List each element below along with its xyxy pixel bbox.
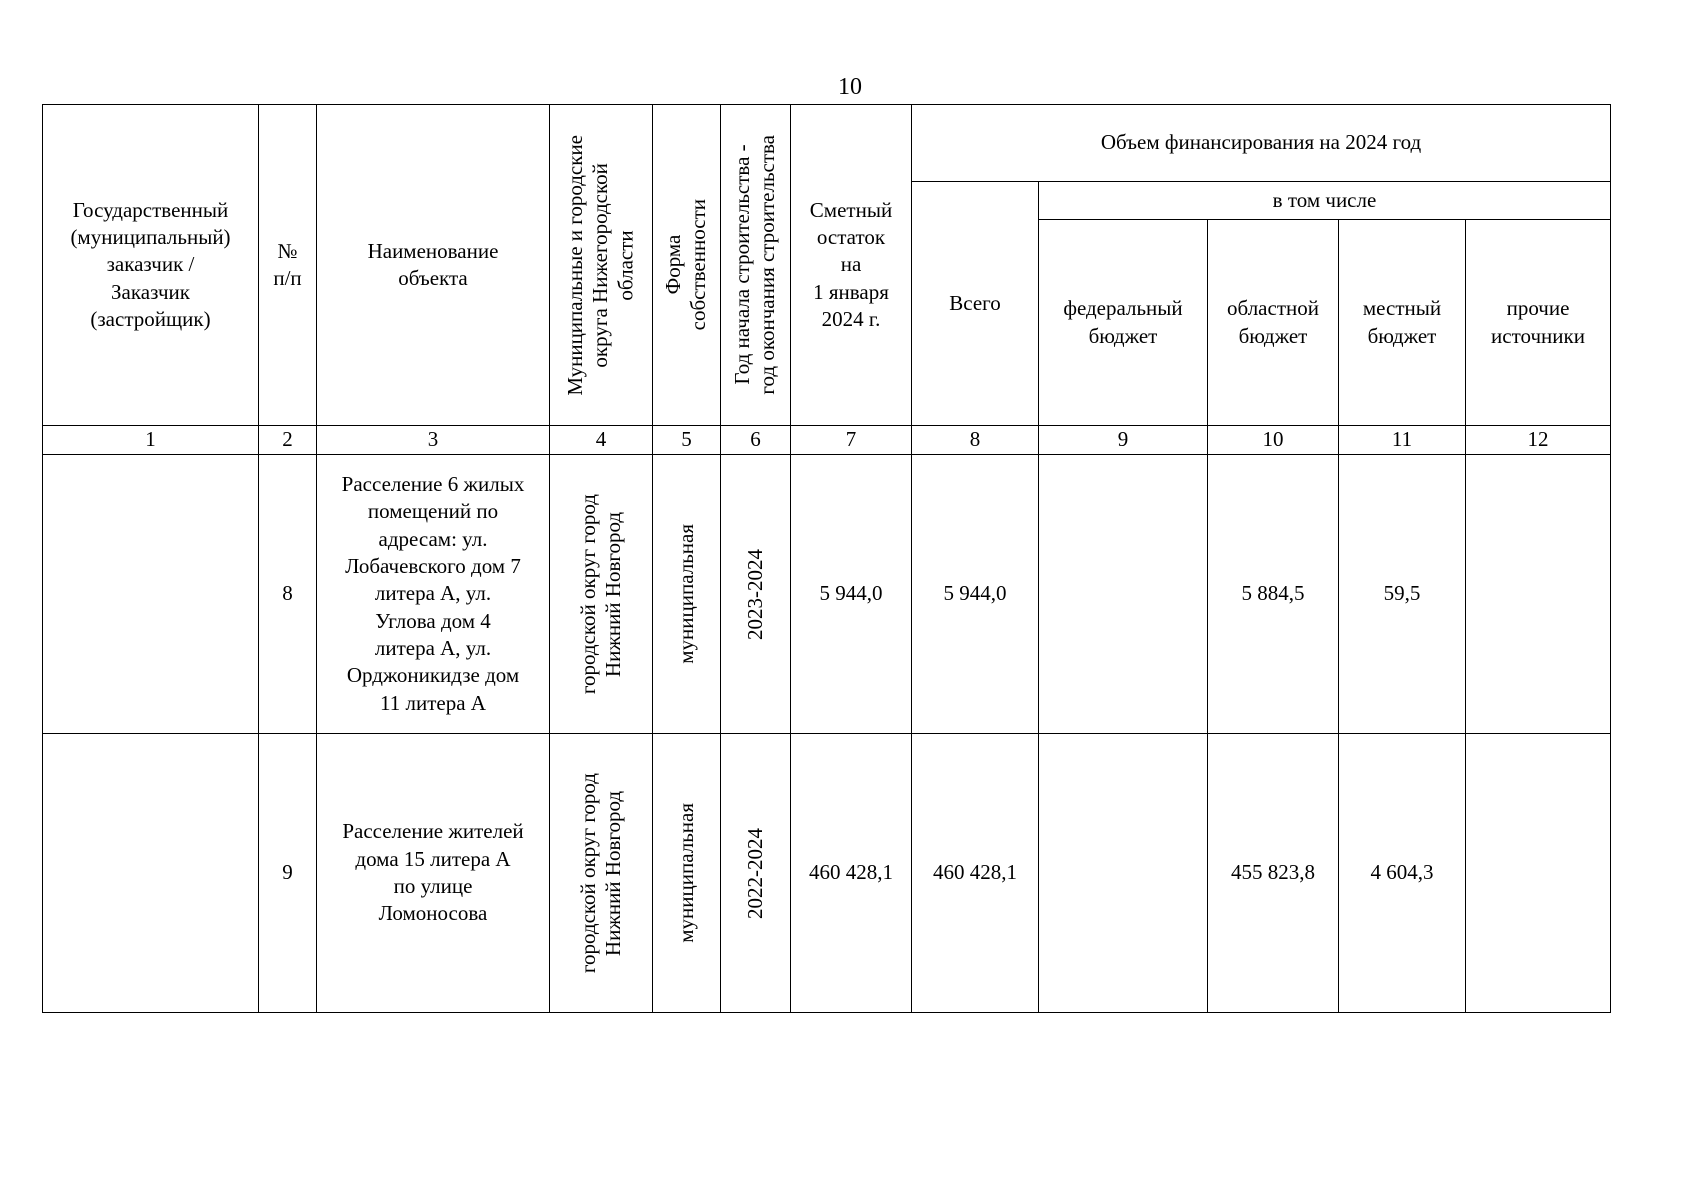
column-number: 4 <box>550 426 653 455</box>
header-regional: областной бюджет <box>1208 220 1339 426</box>
table-row <box>43 455 1611 734</box>
cell-customer <box>43 455 259 734</box>
cell-estimate: 5 944,0 <box>791 455 912 734</box>
ownership-text: муниципальная <box>673 803 698 943</box>
cell-regional: 455 823,8 <box>1208 734 1339 1013</box>
column-number: 5 <box>653 426 721 455</box>
cell-object-name: Расселение 6 жилых помещений по адресам: ул. Лобачевского дом 7 литера А, ул. Углова дом 4 литера А, ул. Орджоникидзе дом 11 литера А <box>317 455 550 734</box>
header-years: Год начала строительства - год окончания строительства <box>730 135 780 395</box>
years-text: 2022-2024 <box>742 827 767 919</box>
cell-years <box>721 455 791 734</box>
table-row <box>43 734 1611 1013</box>
investment-table <box>42 104 1611 1013</box>
cell-object-name: Расселение жителей дома 15 литера А по улице Ломоносова <box>317 734 550 1013</box>
column-number: 2 <box>259 426 317 455</box>
municipality-text: городской округ город Нижний Новгород <box>575 493 625 695</box>
header-no: № п/п <box>259 105 317 426</box>
column-number: 6 <box>721 426 791 455</box>
header-local: местный бюджет <box>1339 220 1466 426</box>
ownership-text: муниципальная <box>673 524 698 664</box>
cell-years <box>721 734 791 1013</box>
cell-federal <box>1039 455 1208 734</box>
cell-local: 59,5 <box>1339 455 1466 734</box>
header-federal: федеральный бюджет <box>1039 220 1208 426</box>
cell-other <box>1466 455 1611 734</box>
header-years-cell <box>721 105 791 426</box>
header-ownership: Форма собственности <box>661 199 711 331</box>
column-number: 12 <box>1466 426 1611 455</box>
header-total: Всего <box>912 182 1039 426</box>
cell-total: 5 944,0 <box>912 455 1039 734</box>
cell-estimate: 460 428,1 <box>791 734 912 1013</box>
cell-no: 9 <box>259 734 317 1013</box>
cell-ownership <box>653 455 721 734</box>
header-including: в том числе <box>1039 182 1611 220</box>
column-numbers-row <box>43 426 1611 455</box>
cell-no: 8 <box>259 455 317 734</box>
column-number: 11 <box>1339 426 1466 455</box>
cell-regional: 5 884,5 <box>1208 455 1339 734</box>
cell-customer <box>43 734 259 1013</box>
cell-municipality <box>550 455 653 734</box>
column-number: 3 <box>317 426 550 455</box>
header-municipality-cell <box>550 105 653 426</box>
header-municipality: Муниципальные и городские округа Нижегородской области <box>563 134 638 396</box>
column-number: 10 <box>1208 426 1339 455</box>
column-number: 7 <box>791 426 912 455</box>
cell-municipality <box>550 734 653 1013</box>
header-object-name: Наименование объекта <box>317 105 550 426</box>
cell-other <box>1466 734 1611 1013</box>
cell-ownership <box>653 734 721 1013</box>
years-text: 2023-2024 <box>742 548 767 640</box>
column-number: 1 <box>43 426 259 455</box>
header-funding-group: Объем финансирования на 2024 год <box>912 105 1611 182</box>
municipality-text: городской округ город Нижний Новгород <box>575 772 625 974</box>
cell-federal <box>1039 734 1208 1013</box>
column-number: 9 <box>1039 426 1208 455</box>
header-customer: Государственный (муниципальный) заказчик / Заказчик (застройщик) <box>43 105 259 426</box>
header-ownership-cell <box>653 105 721 426</box>
cell-total: 460 428,1 <box>912 734 1039 1013</box>
column-number: 8 <box>912 426 1039 455</box>
header-row-1 <box>43 105 1611 182</box>
page-number: 10 <box>838 74 862 100</box>
header-other: прочие источники <box>1466 220 1611 426</box>
cell-local: 4 604,3 <box>1339 734 1466 1013</box>
header-estimate: Сметный остаток на 1 января 2024 г. <box>791 105 912 426</box>
